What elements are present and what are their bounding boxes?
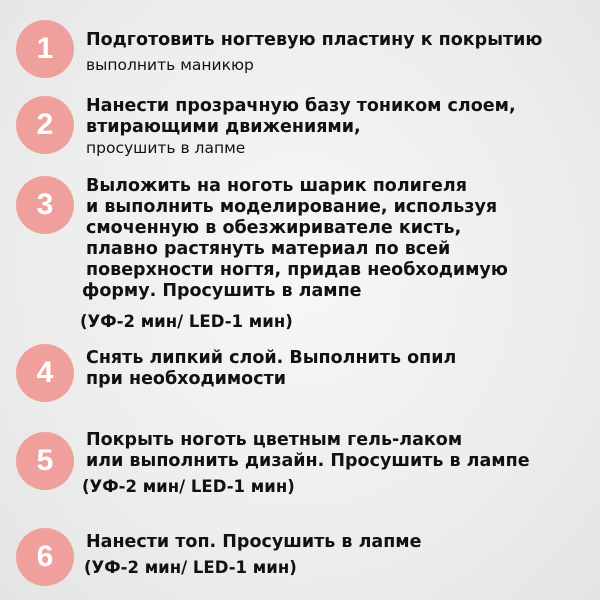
step-number-badge: 3 (16, 176, 74, 234)
step-title-line: Снять липкий слой. Выполнить опил (86, 348, 457, 368)
step-timing: (УФ-2 мин/ LED-1 мин) (82, 477, 295, 496)
step-text (86, 532, 591, 578)
step-timing: (УФ-2 мин/ LED-1 мин) (80, 312, 293, 331)
step-title-line: Нанести прозрачную базу тоником слоем, (86, 96, 516, 116)
step-text (86, 348, 591, 390)
step-title-line: плавно растянуть материал по всей (86, 239, 451, 259)
step-text (82, 430, 591, 497)
step-number-badge: 4 (16, 344, 74, 402)
step-title-line: или выполнить дизайн. Просушить в лампе (86, 451, 530, 471)
step-number-badge: 2 (16, 96, 74, 154)
step-subtitle: выполнить маникюр (86, 56, 254, 74)
step-number-badge: 1 (16, 20, 74, 78)
step-timing: (УФ-2 мин/ LED-1 мин) (84, 558, 297, 577)
step-title-line: форму. Просушить в лампе (82, 281, 362, 301)
step-title-line: при необходимости (86, 369, 286, 389)
step-title-line: Покрыть ноготь цветным гель-лаком (86, 430, 463, 450)
step-text (86, 30, 591, 75)
step-text (80, 176, 591, 332)
step-number-badge: 5 (16, 432, 74, 490)
step-title-line: смоченную в обезжиривателе кисть, (86, 218, 462, 238)
step-title-line: Выложить на ноготь шарик полигеля (86, 176, 467, 196)
step-title-line: и выполнить моделирование, используя (86, 197, 498, 217)
step-number-badge: 6 (16, 528, 74, 586)
step-title-line: поверхности ногтя, придав необходимую (86, 260, 508, 280)
step-title-line: Нанести топ. Просушить в лапме (86, 532, 422, 552)
step-title-line: Подготовить ногтевую пластину к покрытию (86, 30, 543, 50)
step-subtitle: просушить в лапме (86, 139, 246, 157)
step-text (86, 96, 591, 158)
step-title-line: втирающими движениями, (86, 117, 361, 137)
